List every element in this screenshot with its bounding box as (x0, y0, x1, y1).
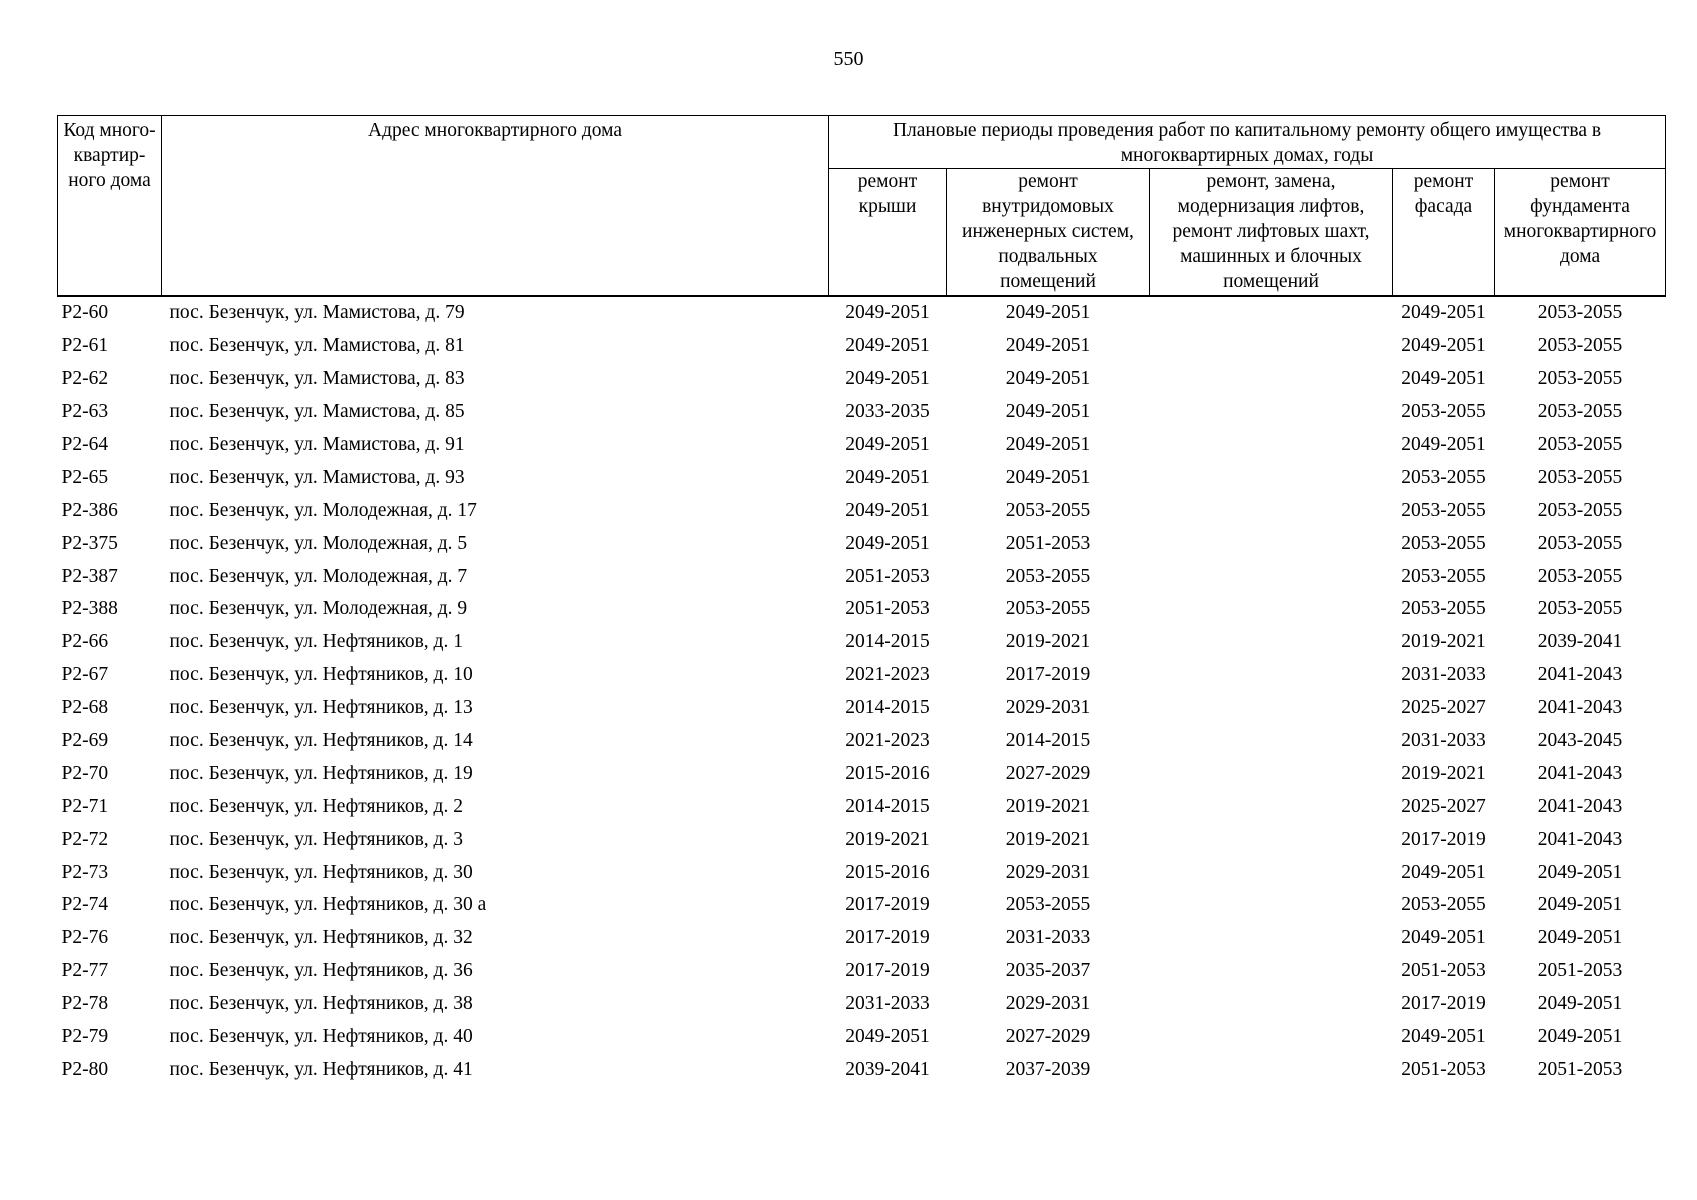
cell-lifts (1150, 560, 1393, 593)
cell-facade: 2053-2055 (1401, 598, 1486, 620)
cell-code: Р2-65 (61, 466, 109, 488)
cell-lifts (1150, 1021, 1393, 1054)
table-row (58, 1021, 1666, 1054)
cell-lifts (1150, 922, 1393, 955)
cell-roof: 2014-2015 (845, 795, 930, 817)
cell-address: пос. Безенчук, ул. Нефтяников, д. 30 а (169, 894, 487, 916)
cell-foundation: 2051-2053 (1537, 960, 1623, 982)
cell-facade: 2049-2051 (1401, 1026, 1486, 1048)
cell-roof: 2021-2023 (845, 730, 930, 752)
cell-roof: 2019-2021 (845, 828, 930, 850)
cell-roof: 2017-2019 (845, 894, 930, 916)
cell-code: Р2-76 (61, 927, 109, 949)
cell-facade: 2053-2055 (1401, 894, 1486, 916)
cell-roof: 2017-2019 (845, 960, 930, 982)
table-row (58, 593, 1666, 626)
cell-engineering: 2049-2051 (1005, 368, 1091, 390)
cell-roof: 2051-2053 (845, 565, 930, 587)
cell-address: пос. Безенчук, ул. Нефтяников, д. 3 (169, 828, 463, 850)
cell-foundation: 2049-2051 (1537, 927, 1623, 949)
cell-foundation: 2039-2041 (1537, 631, 1623, 653)
cell-address: пос. Безенчук, ул. Мамистова, д. 79 (169, 302, 465, 324)
cell-engineering: 2049-2051 (1005, 335, 1091, 357)
cell-lifts (1150, 593, 1393, 626)
cell-lifts (1150, 363, 1393, 396)
cell-code: Р2-63 (61, 401, 109, 423)
cell-engineering: 2053-2055 (1005, 565, 1091, 587)
table-row (58, 626, 1666, 659)
cell-code: Р2-78 (61, 993, 109, 1015)
cell-address: пос. Безенчук, ул. Нефтяников, д. 32 (169, 927, 473, 949)
cell-code: Р2-386 (61, 499, 118, 521)
cell-code: Р2-72 (61, 828, 109, 850)
cell-code: Р2-74 (61, 894, 109, 916)
table-row (58, 560, 1666, 593)
column-header-roof: ремонт крыши (829, 169, 947, 297)
cell-roof: 2021-2023 (845, 664, 930, 686)
cell-code: Р2-80 (61, 1058, 109, 1080)
cell-engineering: 2049-2051 (1005, 401, 1091, 423)
cell-address: пос. Безенчук, ул. Нефтяников, д. 1 (169, 631, 463, 653)
cell-foundation: 2049-2051 (1537, 894, 1623, 916)
cell-engineering: 2029-2031 (1005, 697, 1091, 719)
table-row (58, 790, 1666, 823)
column-header-engineering: ремонт внутридомовых инженерных систем, подвальных помещений (947, 169, 1150, 297)
cell-roof: 2051-2053 (845, 598, 930, 620)
cell-facade: 2025-2027 (1401, 795, 1486, 817)
table-row (58, 725, 1666, 758)
cell-engineering: 2031-2033 (1005, 927, 1091, 949)
cell-lifts (1150, 659, 1393, 692)
cell-foundation: 2053-2055 (1537, 302, 1623, 324)
cell-code: Р2-73 (61, 861, 109, 883)
cell-lifts (1150, 296, 1393, 330)
cell-address: пос. Безенчук, ул. Нефтяников, д. 14 (169, 730, 473, 752)
cell-address: пос. Безенчук, ул. Мамистова, д. 81 (169, 335, 465, 357)
cell-lifts (1150, 429, 1393, 462)
table-row (58, 757, 1666, 790)
cell-facade: 2049-2051 (1401, 368, 1486, 390)
cell-roof: 2017-2019 (845, 927, 930, 949)
table-row (58, 296, 1666, 330)
cell-facade: 2049-2051 (1401, 434, 1486, 455)
column-header-foundation: ремонт фундамента многоквартирного дома (1495, 169, 1666, 297)
column-header-address: Адрес многоквартирного дома (162, 116, 829, 297)
cell-lifts (1150, 626, 1393, 659)
cell-lifts (1150, 823, 1393, 856)
cell-facade: 2053-2055 (1401, 565, 1486, 587)
cell-engineering: 2053-2055 (1005, 598, 1091, 620)
cell-address: пос. Безенчук, ул. Мамистова, д. 91 (169, 434, 465, 455)
cell-foundation: 2041-2043 (1537, 795, 1623, 817)
cell-engineering: 2049-2051 (1005, 466, 1091, 488)
cell-code: Р2-388 (61, 598, 118, 620)
cell-lifts (1150, 856, 1393, 889)
cell-roof: 2031-2033 (845, 993, 930, 1015)
cell-code: Р2-68 (61, 697, 109, 719)
cell-code: Р2-375 (61, 532, 118, 554)
table-row (58, 823, 1666, 856)
cell-engineering: 2017-2019 (1005, 664, 1091, 686)
cell-code: Р2-66 (61, 631, 109, 653)
table-row (58, 1053, 1666, 1086)
table-row (58, 330, 1666, 363)
cell-code: Р2-79 (61, 1026, 109, 1048)
cell-code: Р2-61 (61, 335, 109, 357)
cell-facade: 2053-2055 (1401, 466, 1486, 488)
cell-foundation: 2053-2055 (1537, 401, 1623, 423)
cell-roof: 2049-2051 (845, 302, 930, 324)
table-row (58, 922, 1666, 955)
cell-facade: 2053-2055 (1401, 499, 1486, 521)
column-header-code: Код много-квартир-ного дома (58, 116, 162, 297)
table-row (58, 692, 1666, 725)
cell-foundation: 2053-2055 (1537, 368, 1623, 390)
cell-address: пос. Безенчук, ул. Нефтяников, д. 30 (169, 861, 473, 883)
cell-foundation: 2041-2043 (1537, 762, 1623, 784)
cell-address: пос. Безенчук, ул. Нефтяников, д. 13 (169, 697, 473, 719)
cell-roof: 2049-2051 (845, 466, 930, 488)
page-number: 550 (833, 48, 864, 70)
cell-address: пос. Безенчук, ул. Нефтяников, д. 2 (169, 795, 463, 817)
cell-code: Р2-64 (61, 434, 109, 455)
table-body (58, 296, 1666, 1086)
cell-engineering: 2019-2021 (1005, 828, 1091, 850)
cell-foundation: 2053-2055 (1537, 532, 1623, 554)
cell-facade: 2051-2053 (1401, 1058, 1486, 1080)
cell-foundation: 2049-2051 (1537, 993, 1623, 1015)
cell-roof: 2049-2051 (845, 499, 930, 521)
cell-lifts (1150, 725, 1393, 758)
cell-foundation: 2041-2043 (1537, 828, 1623, 850)
cell-foundation: 2053-2055 (1537, 466, 1623, 488)
cell-foundation: 2049-2051 (1537, 861, 1623, 883)
cell-lifts (1150, 692, 1393, 725)
cell-lifts (1150, 330, 1393, 363)
cell-code: Р2-387 (61, 565, 118, 587)
cell-engineering: 2049-2051 (1005, 434, 1091, 455)
cell-code: Р2-67 (61, 664, 109, 686)
cell-lifts (1150, 494, 1393, 527)
cell-foundation: 2053-2055 (1537, 335, 1623, 357)
cell-roof: 2049-2051 (845, 335, 930, 357)
cell-lifts (1150, 1053, 1393, 1086)
table-row (58, 955, 1666, 988)
cell-roof: 2049-2051 (845, 434, 930, 455)
cell-roof: 2014-2015 (845, 697, 930, 719)
cell-facade: 2049-2051 (1401, 335, 1486, 357)
cell-code: Р2-71 (61, 795, 109, 817)
cell-facade: 2049-2051 (1401, 861, 1486, 883)
cell-engineering: 2027-2029 (1005, 1026, 1091, 1048)
cell-address: пос. Безенчук, ул. Молодежная, д. 7 (169, 565, 468, 587)
cell-foundation: 2043-2045 (1537, 730, 1623, 752)
cell-engineering: 2037-2039 (1005, 1058, 1091, 1080)
cell-lifts (1150, 889, 1393, 922)
cell-facade: 2053-2055 (1401, 401, 1486, 423)
cell-roof: 2049-2051 (845, 532, 930, 554)
cell-address: пос. Безенчук, ул. Нефтяников, д. 10 (169, 664, 473, 686)
cell-address: пос. Безенчук, ул. Молодежная, д. 9 (169, 598, 468, 620)
table-row (58, 396, 1666, 429)
cell-roof: 2015-2016 (845, 861, 930, 883)
cell-engineering: 2027-2029 (1005, 762, 1091, 784)
cell-lifts (1150, 790, 1393, 823)
cell-foundation: 2053-2055 (1537, 434, 1623, 455)
cell-engineering: 2051-2053 (1005, 532, 1091, 554)
cell-facade: 2019-2021 (1401, 762, 1486, 784)
cell-facade: 2049-2051 (1401, 302, 1486, 324)
cell-facade: 2049-2051 (1401, 927, 1486, 949)
column-group-header-periods: Плановые периоды проведения работ по капитальному ремонту общего имущества в многоквартирных домах, годы (829, 116, 1666, 169)
cell-facade: 2019-2021 (1401, 631, 1486, 653)
cell-address: пос. Безенчук, ул. Нефтяников, д. 19 (169, 762, 473, 784)
cell-address: пос. Безенчук, ул. Мамистова, д. 85 (169, 401, 465, 423)
table-row (58, 889, 1666, 922)
cell-address: пос. Безенчук, ул. Нефтяников, д. 36 (169, 960, 473, 982)
cell-engineering: 2035-2037 (1005, 960, 1091, 982)
cell-foundation: 2041-2043 (1537, 664, 1623, 686)
cell-address: пос. Безенчук, ул. Мамистова, д. 83 (169, 368, 465, 390)
cell-facade: 2031-2033 (1401, 730, 1486, 752)
cell-engineering: 2029-2031 (1005, 993, 1091, 1015)
cell-engineering: 2019-2021 (1005, 631, 1091, 653)
cell-foundation: 2041-2043 (1537, 697, 1623, 719)
cell-engineering: 2029-2031 (1005, 861, 1091, 883)
table-header (58, 116, 1666, 297)
cell-engineering: 2014-2015 (1005, 730, 1091, 752)
cell-engineering: 2049-2051 (1005, 302, 1091, 324)
table-row (58, 363, 1666, 396)
cell-code: Р2-77 (61, 960, 109, 982)
column-header-lifts: ремонт, замена, модернизация лифтов, ремонт лифтовых шахт, машинных и блочных помещений (1150, 169, 1393, 297)
cell-facade: 2031-2033 (1401, 664, 1486, 686)
cell-lifts (1150, 461, 1393, 494)
cell-foundation: 2053-2055 (1537, 598, 1623, 620)
cell-facade: 2051-2053 (1401, 960, 1486, 982)
table-row (58, 494, 1666, 527)
cell-lifts (1150, 527, 1393, 560)
table-row (58, 461, 1666, 494)
repair-schedule-table (57, 115, 1666, 1086)
cell-foundation: 2053-2055 (1537, 499, 1623, 521)
cell-address: пос. Безенчук, ул. Молодежная, д. 5 (169, 532, 468, 554)
cell-lifts (1150, 757, 1393, 790)
cell-address: пос. Безенчук, ул. Нефтяников, д. 40 (169, 1026, 473, 1048)
cell-code: Р2-62 (61, 368, 109, 390)
cell-roof: 2015-2016 (845, 762, 930, 784)
cell-foundation: 2049-2051 (1537, 1026, 1623, 1048)
cell-roof: 2033-2035 (845, 401, 930, 423)
cell-address: пос. Безенчук, ул. Нефтяников, д. 38 (169, 993, 473, 1015)
cell-roof: 2014-2015 (845, 631, 930, 653)
cell-address: пос. Безенчук, ул. Молодежная, д. 17 (169, 499, 477, 521)
cell-code: Р2-60 (61, 302, 109, 324)
cell-engineering: 2019-2021 (1005, 795, 1091, 817)
cell-facade: 2053-2055 (1401, 532, 1486, 554)
table-row (58, 988, 1666, 1021)
cell-engineering: 2053-2055 (1005, 499, 1091, 521)
column-header-facade: ремонт фасада (1393, 169, 1495, 297)
cell-foundation: 2053-2055 (1537, 565, 1623, 587)
cell-address: пос. Безенчук, ул. Нефтяников, д. 41 (169, 1058, 473, 1080)
cell-engineering: 2053-2055 (1005, 894, 1091, 916)
table-row (58, 856, 1666, 889)
cell-roof: 2039-2041 (845, 1058, 930, 1080)
cell-facade: 2017-2019 (1401, 993, 1486, 1015)
cell-code: Р2-70 (61, 762, 109, 784)
cell-lifts (1150, 988, 1393, 1021)
cell-code: Р2-69 (61, 730, 109, 752)
cell-facade: 2025-2027 (1401, 697, 1486, 719)
cell-address: пос. Безенчук, ул. Мамистова, д. 93 (169, 466, 465, 488)
cell-roof: 2049-2051 (845, 368, 930, 390)
cell-roof: 2049-2051 (845, 1026, 930, 1048)
cell-lifts (1150, 955, 1393, 988)
cell-facade: 2017-2019 (1401, 828, 1486, 850)
table-row (58, 659, 1666, 692)
table-row (58, 429, 1666, 462)
cell-lifts (1150, 396, 1393, 429)
table-row (58, 527, 1666, 560)
cell-foundation: 2051-2053 (1537, 1058, 1623, 1080)
